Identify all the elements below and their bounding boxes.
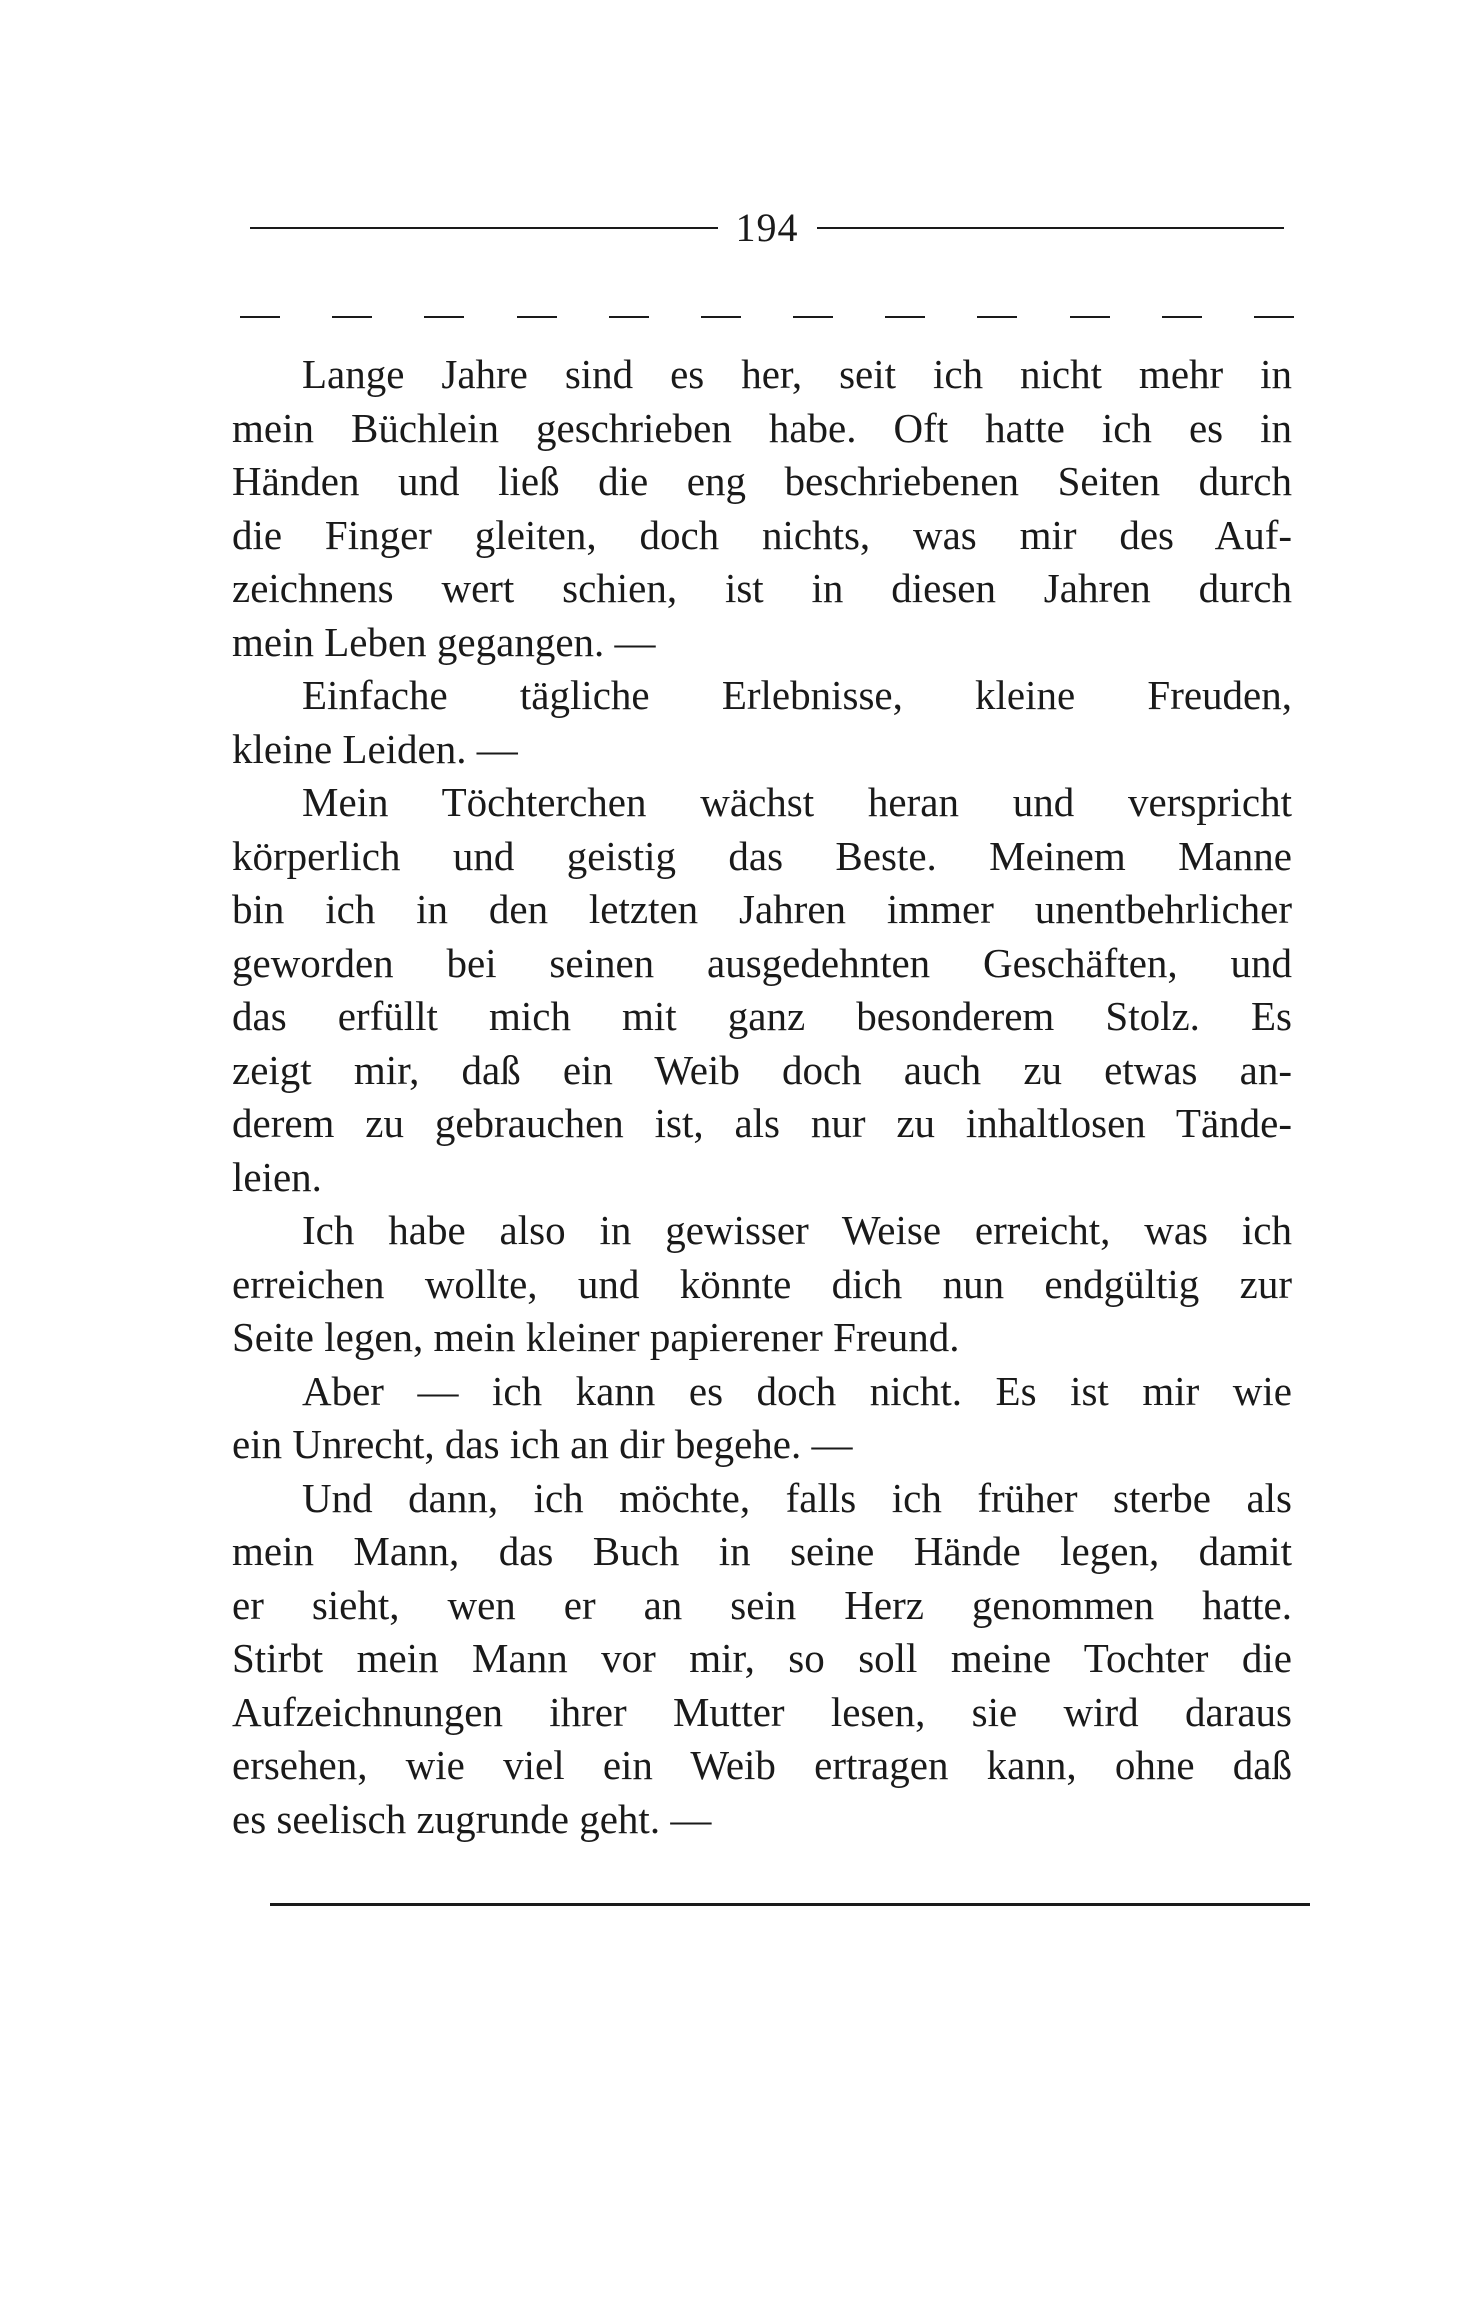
separator-dash	[424, 316, 464, 318]
header-rule-right	[817, 227, 1285, 229]
separator-dash	[793, 316, 833, 318]
paragraph-5	[232, 1365, 1292, 1472]
text-line: Händen und ließ die eng beschriebenen Seiten durch	[232, 458, 1292, 504]
separator-dash	[332, 316, 372, 318]
text-line: bin ich in den letzten Jahren immer unentbehrlicher	[232, 886, 1292, 932]
text-line: derem zu gebrauchen ist, als nur zu inhaltlosen Tände-	[232, 1100, 1292, 1146]
separator-dash	[517, 316, 557, 318]
separator-dash	[609, 316, 649, 318]
text-line: zeichnens wert schien, ist in diesen Jahren durch	[232, 565, 1292, 611]
separator-dash	[977, 316, 1017, 318]
text-line: es seelisch zugrunde geht. —	[232, 1795, 712, 1842]
text-line: mein Leben gegangen. —	[232, 618, 656, 665]
text-line: Ich habe also in gewisser Weise erreicht, was ich	[302, 1207, 1292, 1253]
text-line: erreichen wollte, und könnte dich nun endgültig zur	[232, 1260, 1292, 1307]
paragraph-4	[232, 1204, 1292, 1365]
text-line: leien.	[232, 1153, 322, 1200]
text-line: kleine Leiden. —	[232, 725, 518, 772]
separator-dash	[1162, 316, 1202, 318]
text-line: Einfache tägliche Erlebnisse, kleine Freuden,	[302, 672, 1292, 718]
text-line: Aufzeichnungen ihrer Mutter lesen, sie wird daraus	[232, 1688, 1292, 1735]
text-line: er sieht, wen er an sein Herz genommen hatte.	[232, 1581, 1292, 1628]
text-line: ersehen, wie viel ein Weib ertragen kann, ohne daß	[232, 1742, 1292, 1788]
text-line: Mein Töchterchen wächst heran und verspricht	[302, 779, 1292, 825]
body-text	[232, 348, 1292, 1846]
paragraph-6	[232, 1472, 1292, 1847]
page-number: 194	[735, 205, 799, 250]
text-line: die Finger gleiten, doch nichts, was mir des Auf-	[232, 511, 1292, 558]
separator-dash	[701, 316, 741, 318]
header-rule-left	[250, 227, 718, 229]
separator-dash	[885, 316, 925, 318]
text-line: das erfüllt mich mit ganz besonderem Stolz. Es	[232, 993, 1292, 1039]
text-line: geworden bei seinen ausgedehnten Geschäften, und	[232, 939, 1292, 986]
text-line: Seite legen, mein kleiner papierener Freund.	[232, 1314, 960, 1360]
separator-dash	[1070, 316, 1110, 318]
paragraph-1	[232, 348, 1292, 669]
section-separator-dashes	[240, 316, 1294, 320]
text-line: Aber — ich kann es doch nicht. Es ist mir wie	[302, 1367, 1292, 1414]
separator-dash	[1254, 316, 1294, 318]
text-line: mein Büchlein geschrieben habe. Oft hatte ich es in	[232, 404, 1292, 451]
text-line: zeigt mir, daß ein Weib doch auch zu etwas an-	[232, 1046, 1292, 1093]
paragraph-3	[232, 776, 1292, 1204]
text-line: Und dann, ich möchte, falls ich früher sterbe als	[302, 1474, 1292, 1521]
bottom-rule	[270, 1903, 1310, 1906]
text-line: körperlich und geistig das Beste. Meinem Manne	[232, 832, 1292, 879]
text-line: Lange Jahre sind es her, seit ich nicht mehr in	[302, 351, 1292, 397]
text-line: Stirbt mein Mann vor mir, so soll meine Tochter die	[232, 1635, 1292, 1681]
separator-dash	[240, 316, 280, 318]
paragraph-2	[232, 669, 1292, 776]
text-line: mein Mann, das Buch in seine Hände legen, damit	[232, 1528, 1292, 1574]
page-header	[250, 205, 1284, 250]
text-line: ein Unrecht, das ich an dir begehe. —	[232, 1421, 853, 1467]
